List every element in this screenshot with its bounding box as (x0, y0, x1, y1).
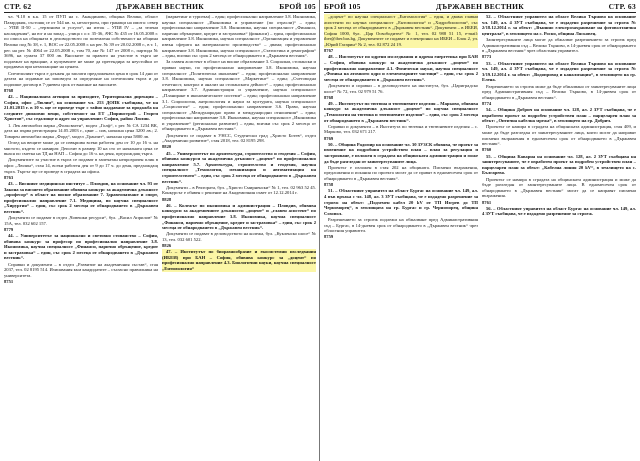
text-column (4, 14, 158, 459)
notice-number: 8826 (162, 243, 172, 249)
notice-number: 8761 (482, 199, 492, 205)
right-issue-number: БРОЙ 105 (324, 2, 361, 11)
paragraph: Справки и документи – в отдел „Развитие на академичния състав“, стая 2037, тел. 02 8195 514. Изисквания към кандидатите – съгласно правилника на университета. (4, 261, 158, 278)
notice-number: 8759 (324, 234, 334, 240)
paragraph: чл. Ч.10 в к.к. 15 от ПУП на с. Акандиново, община Велико, област Пазарджик, състоящ се от 544 кв. м, незастроен, при граници на имота: север – УПИ II-50 – „терзинови и услуги“, на изток – УПИ IV – „за зелени насаждения“, на юг и на запад – улица с о.т. 35-36, АЧС № 435 от 16.05.2008 г. по описа на общината в деловодството по поземлена собственост на община Велико под № 38, т. 1, ВОС от 22.05.2008 г. на рег. № 39 от 20.02.2008 г., в т. 1, рег. на рег. № 4064 от 22.05.2008 г., том 70, акт № 147 от 2008 г., партида № 3696, на сумата 37 000 лв. Вноските за правото на участие в търга не подлежат на връщане, а купувачите не може да претендира за неустойки от продавача при незаплащане на цената. (4, 14, 158, 70)
paragraph: Документите за участие в търга се подават в запечатан непрозрачен плик в офис „Люлин“, стая 14, всеки работен ден от 9 до 17 ч. до деня, предхождащ търга. Търгът ще се проведе в сградата на офиса. (4, 157, 158, 174)
notice-number: 8769 (324, 135, 334, 141)
notice-heading: 53. – Областният управител на област Велико Търново на основание чл. 149, ал. 4 ЗУТ съобщава, че е издадено разрешение за строеж № 3/19.12.2014 г. за обект: „Водопровод и канализация“, в землището на гр. Елена. (482, 60, 636, 83)
notice-number: 8774 (482, 100, 492, 106)
right-page (320, 0, 640, 461)
notice-number: 8758 (324, 182, 334, 188)
text-column (324, 14, 478, 459)
paragraph: Разрешението за строеж може да бъде обжалвано от заинтересуваните лица пред Административния съд – Велико Търново, в 14-дневен срок от обнародването в „Държавен вестник“. (482, 83, 636, 100)
left-page-number: СТР. 62 (4, 2, 32, 11)
left-columns (4, 14, 316, 459)
notice-number: 8751 (4, 279, 14, 285)
notice-number: 8763 (4, 174, 14, 180)
notice-heading: 51. – Областният управител на област Бургас на основание чл. 149, ал. 4 във връзка с чл. 148, ал. 3 ЗУТ съобщава, че е издадено разрешение за строеж на обект: „Подземен кабел 20 kV от ТП Изгрев до ТП Черноморец“, в землищата на гр. Бургас и гр. Черноморец, община Созопол. (324, 188, 478, 216)
notice-heading: 54. – Община Добрич на основание чл. 128, ал. 2 ЗУТ съобщава, че е изработен проект за подробен устройствен план – парцеларен план за обект: „Оптична кабелна мрежа“, в землището на гр. Добрич. (482, 107, 636, 124)
notice-heading: 52. – Областният управител на област Велико Търново на основание чл. 149, ал. 4 ЗУТ съобщава, че е издадено разрешение за строеж № 2/18.12.2014 г. за обект: „Външно електрозахранване на фотоволтаична централа“, в землището на с. Росно, община Лясковец. (482, 14, 636, 36)
right-header-rule (324, 12, 636, 13)
paragraph: Оглед на вещите може да се извършва всеки работен ден от 10 до 16 ч. на мястото, където се намират. Депозит в размер 10 на сто от началната цена се внася по сметка на ТД на НАП – София до 16 ч. на деня, предхождащ търга. (4, 140, 158, 157)
notice-heading: 49. – Институтът по тютюна и тютюневите изделия – Марково, обявява конкурс за академична длъжност „доцент“ по научна специалност „Технология на тютюна и тютюневите изделия“ – един, със срок 2 месеца от обнародването в „Държавен вестник“. (324, 100, 478, 123)
paragraph: Проектът се намира в сградата на общинската администрация, стая 409, и може да бъде разгледан от заинтересуваните лица, които могат да направят писмени възражения в едномесечен срок от обнародването в „Държавен вестник“. (482, 124, 636, 147)
paragraph: Проектът е изложен в стая 202 на общината. Писмени възражения, предложения и искания по проекта могат да се правят в едномесечен срок от обнародването в „Държавен вестник“. (324, 164, 478, 181)
paragraph: (маркетинг и туризъм) – един; професионално направление 3.8. Икономика, научна специалност „Икономика и управление (по отрасли)“ – един; професионално направление 3.8. Икономика, научна специалност „Финанси, парично обръщение, кредит и застраховка“ (финанси) – един, професионално направление 3.8. Икономика, научна специалност „Организация и управление извън сферата на материалното производство“ – двама; професионално направление 3.8. Икономика, научна специалност „Статистика и демография“ – един, всички със срок 2 месеца от обнародването в „Държавен вестник“. (162, 14, 316, 59)
paragraph: Разрешението за строеж подлежи на обжалване пред Административния съд – Бургас, в 14-дневен срок от обнародването в „Държавен вестник“ чрез областния управител. (324, 216, 478, 234)
paragraph: Документи се подават в деловодството на колежа, бул. „Кукленско шосе“ № 13, тел. 032 601 522. (162, 231, 316, 242)
notice-heading: 44. – Университетът за национално и световно стопанство – София, обявява конкурс за професор по професионално направление 3.8. Икономика, научна специалност „Финанси, парично обръщение, кредит и застраховка“ – един, със срок 2 месеца от обнародването в „Държавен вестник“. (4, 233, 158, 261)
notice-heading: 56. – Областният управител на област Бургас на основание чл. 149, ал. 4 ЗУТ съобщава, че е издадено разрешение за строеж. (482, 205, 636, 217)
notice-number: 8820 (162, 144, 172, 150)
left-running-head (4, 2, 316, 12)
paragraph: Проектът се намира в сградата на общинската администрация и може да бъде разгледан от заинтересуваните лица. В едномесечен срок от обнародването в „Държавен вестник“ могат да се направят писмени възражения. (482, 176, 636, 199)
notice-number: 8768 (324, 94, 334, 100)
notice-number: 8767 (324, 48, 334, 54)
left-issue-number: БРОЙ 105 (279, 2, 316, 11)
paragraph: За главен асистент в област на висше образование 3. Социални, стопански и правни науки, по професионално направление 3.8. Икономика, научна специалност „Политическа икономия“ – един; професионално направление 3.8. Икономика, научна специалност „Маркетинг“ – един; „Счетоводна отчетност, контрол и анализ на стопанската дейност“ – един; професионално направление 3.7. Администрация и управление, научна специалност „Планиране в икономическите системи“ – един; професионално направление 3.1. Социология, антропология и науки за културата, научна специалност „Социология“ – един; професионално направление 3.6. Право, научна специалност „Международно право и международни отношения“ – един; професионално направление 3.8. Икономика, научна специалност „Икономика и управление“ (регионално развитие) – един, всички със срок 2 месеца от обнародването в „Държавен вестник“. (162, 59, 316, 132)
right-running-head (324, 2, 636, 12)
paragraph: Заинтересуваните лица могат да обжалват разрешението за строеж пред Административния съд – Велико Търново, в 14-дневен срок от обнародването в „Държавен вестник“ чрез областния управител. (482, 36, 636, 54)
paragraph: Справки и документи – в Института по тютюна и тютюневите изделия – с. Марково, тел. 032 671 217. (324, 123, 478, 135)
notice-heading: 50. – Община Радомир на основание чл. 30 ЗУЗСК обявява, че проект за изменение на подробния устройствен план – план за регулация и застрояване, е изложен в сградата на общинската администрация и може да бъде разгледан от заинтересуваните лица. (324, 141, 478, 164)
paragraph: Документи – в Ректората, бул. „Христо Смирненски“ № 1, тел. 02 963 52 45. Конкурсът е обявен с решение на Академичния съвет от 12.12.2014 г. (162, 184, 316, 196)
paragraph: Документи се подават в УНСС, Студентски град „Христо Ботев“, отдел „Академично развитие“, стая 2018, тел. 02 8195 298. (162, 132, 316, 144)
notice-number: 8773 (482, 54, 492, 60)
right-columns (324, 14, 636, 459)
notice-heading: 42. – Националната агенция за приходите, Териториална дирекция – София, офис „Люлин“, на основание чл. 253 ДОПК съобщава, че на 21.01.2015 г. в 10 ч. ще се проведе търг с тайно наддаване за продажба на следните движими вещи, собственост на ЕТ „Пиринстрой – Георги Христов“, със седалище и адрес на управление: София, район Люлин. (4, 94, 158, 122)
notice-heading: 45. – Университетът по архитектура, строителство и геодезия – София, обявява конкурси за академична длъжност „доцент“ по професионално направление 5.7. Архитектура, строителство и геодезия, научна специалност „Технология, механизация и автоматизация на строителството“ – един, със срок 2 месеца от обнародването в „Държавен вестник“. (162, 150, 316, 184)
text-column (162, 14, 316, 459)
notice-number: 8760 (482, 147, 492, 153)
notice-heading: 47. – Институтът по биоразнообразие и екосистемни изследвания (ИБЕИ) при БАН – София, обявява конкурс за „доцент“ по професионално направление 4.3. Биологични науки, научна специалност „Ентомология“ (162, 249, 316, 272)
paragraph: 1. Лек автомобил марка „Фолксваген“, модел „Голф“, с рег. № СА 1234 ВК, дата на първа регистрация 14.05.2003 г., цвят – сив, начална цена 3200 лв.; 2. Товарен автомобил марка „Форд“, модел „Транзит“, начална цена 5800 лв. (4, 122, 158, 139)
paragraph: Документи се подават в отдел „Човешки ресурси“, бул. „Васил Априлов“ № 15А, тел. 032 602 157. (4, 215, 158, 226)
notice-number: 8768 (4, 87, 14, 93)
paragraph: Спечелилият търга е длъжен да заплати предложената цена в срок 14 дни от датата на издаване на заповедта за определяне на спечелилия търга и да подпише договор в 7-дневен срок от внасяне на вноските. (4, 70, 158, 87)
right-page-number: СТР. 63 (608, 2, 636, 11)
left-header-rule (4, 12, 316, 13)
notice-heading: 55. – Община Каварна на основание чл. 128, ал. 2 ЗУТ съобщава на заинтересуваните, че е изработен проект за подробен устройствен план – парцеларен план за обект: „Кабелна линия 20 kV“, в землището на с. Българево. (482, 153, 636, 176)
notice-number: 8779 (4, 226, 14, 232)
notice-number: 8828 (162, 196, 172, 202)
notice-heading: 48. – Институтът по ядрени изследвания и ядрена енергетика при БАН – София, обявява конкурс за академична длъжност „доцент“ по професионално направление 4.1. Физически науки, научна специалност „Физика на атомното ядро и елементарните частици“ – един, със срок 2 месеца от обнародването в „Държавен вестник“. (324, 54, 478, 82)
right-journal-title: ДЪРЖАВЕН ВЕСТНИК (435, 2, 525, 11)
paragraph: Документи и справки – в деловодството на института, бул. „Цариградско шосе“ № 72, тел. 02 979 51 76. (324, 82, 478, 94)
paragraph: „доцент“ по научна специалност „Ентомология“ – един, и двама главни асистенти по научна специалност „Ентомология“ и „Хидробиология“, със срок 2 месеца от обнародването в „Държавен вестник“. Документи – в ИБЕИ, София 1000, бул. „Цар Освободител“ № 1, тел. 02 988 51 15, e-mail: iber@iber.bas.bg. Документите се подават и електронно на ИБЕИ – Блок 2, ул. „Юрий Гагарин“ № 2, тел. 02 872 24 19. (324, 14, 478, 47)
left-journal-title: ДЪРЖАВЕН ВЕСТНИК (115, 2, 205, 11)
text-column (482, 14, 636, 459)
notice-heading: 46. – Колежът по икономика и администрация – Пловдив, обявява конкурси за академичните длъжности „доцент“ и „главен асистент“ по професионално направление 3.8. Икономика, научна специалност „Финанси, парично обръщение, кредит и застраховка“ – един, със срок 2 месеца от обнародването в „Държавен вестник“. (162, 202, 316, 231)
notice-heading: 43. – Висшият медицински институт – Пловдив, на основание чл. 93 от Закона за висшето образование обявява конкурс за академична длъжност „професор“ в област на висше образование 7. Здравеопазване и спорт, професионално направление 7.1. Медицина, по научна специалност „Хирургия“ – един, със срок 2 месеца от обнародването в „Държавен вестник“. (4, 180, 158, 214)
